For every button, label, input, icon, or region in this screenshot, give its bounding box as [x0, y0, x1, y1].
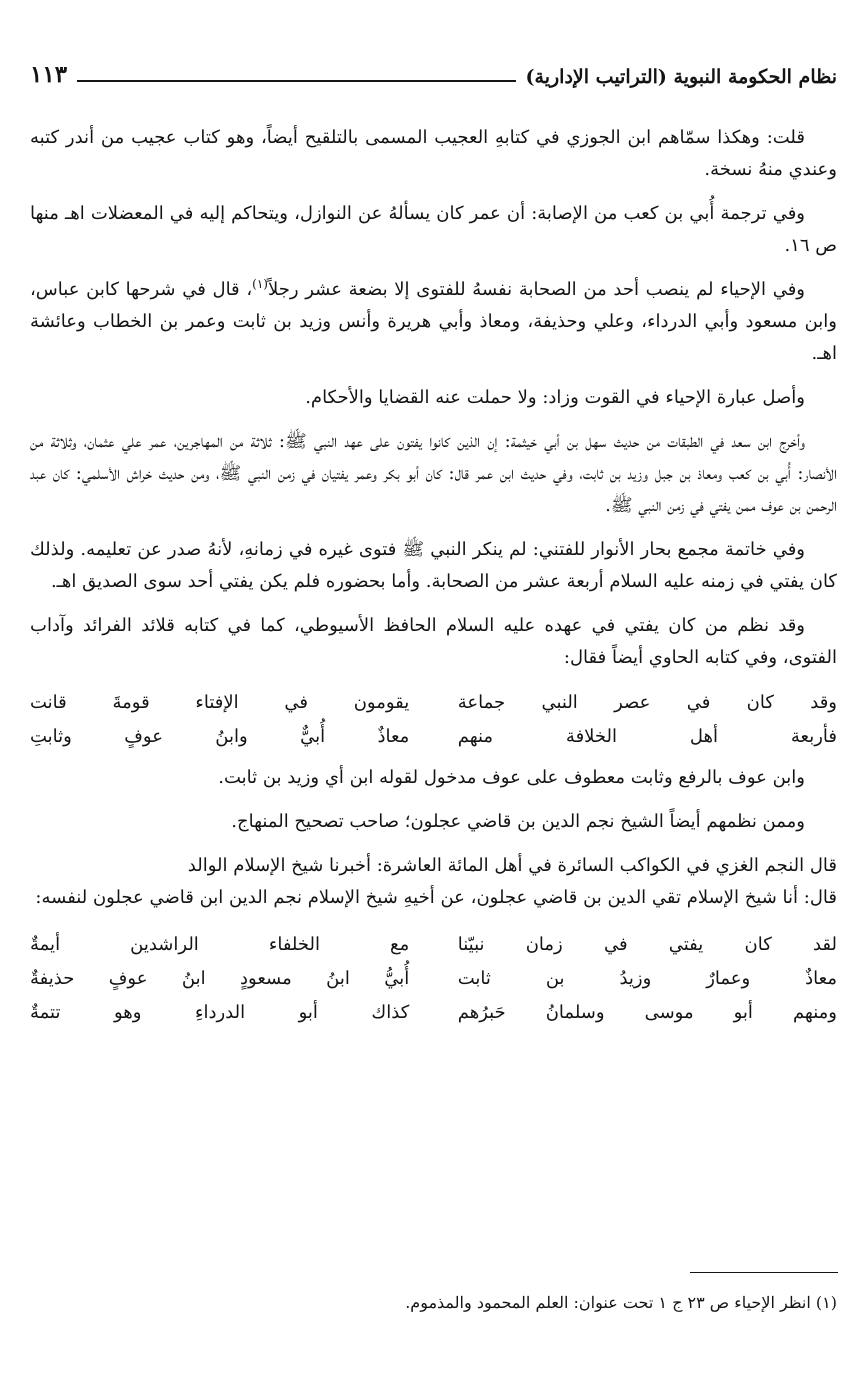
verse-second-hemistich: أُبيُّ ابنُ مسعودٍ ابنُ عوفٍ حذيفةٌ [30, 968, 410, 989]
paragraph-talqih: قلت: وهكذا سمّاهم ابن الجوزي في كتابهِ العجيب المسمى بالتلقيح أيضاً، وهو كتاب عجيب من أندر كتبه وعندي منهُ نسخة. [30, 127, 837, 180]
paragraph-ihya [30, 274, 837, 370]
verse-first-hemistich: لقد كان يفتي في زمان نبيّنا [457, 934, 837, 955]
verse-second-hemistich: كذاك أبو الدرداءِ وهو تتمةٌ [30, 1002, 410, 1023]
verse-second-hemistich: يقومون في الإفتاء قومةَ قانت [30, 692, 410, 713]
verse [30, 962, 837, 996]
verse [30, 686, 837, 720]
paragraph-ghazzi: قال النجم الغزي في الكواكب السائرة في أهل المائة العاشرة: أخبرنا شيخ الإسلام الوالد [187, 855, 837, 876]
footnote-rule [690, 1272, 838, 1273]
verse-first-hemistich: فأربعة أهل الخلافة منهم [457, 726, 837, 747]
running-title: نظام الحكومة النبوية (التراتيب الإدارية) [525, 66, 837, 88]
page-number: ١١٣ [30, 61, 68, 88]
verse [30, 996, 837, 1030]
verse-first-hemistich: معاذٌ وعمارٌ وزيدُ بن ثابت [457, 968, 837, 989]
paragraph-ihya-text-b: ، قال في شرحها كابن عباس، وابن مسعود وأبي الدرداء، وعلي وحذيفة، ومعاذ وأبي هريرة وأنس وزيد بن ثابت وعمر بن الخطاب وعائشة اهـ. [30, 279, 837, 364]
verse-first-hemistich: وقد كان في عصر النبي جماعة [457, 692, 837, 713]
verse [30, 720, 837, 754]
verse-first-hemistich: ومنهم أبو موسى وسلمانُ حَبرُهم [457, 1002, 837, 1023]
header-rule [77, 80, 515, 82]
footnote-reference: (١) [252, 277, 268, 291]
poem-suyuti [30, 686, 837, 754]
verse-second-hemistich: مع الخلفاء الراشدين أيمةٌ [30, 934, 410, 955]
paragraph-najm-al-din: وممن نظمهم أيضاً الشيخ نجم الدين بن قاضي عجلون؛ صاحب تصحيح المنهاج. [231, 811, 805, 832]
poem-ajlun [30, 928, 837, 1030]
paragraph-ihya-text-a: وفي الإحياء لم ينصب أحد من الصحابة نفسهُ للفتوى إلا بضعة عشر رجلاً [267, 279, 805, 300]
paragraph-ajlun-chain: قال: أنا شيخ الإسلام تقي الدين بن قاضي عجلون، عن أخيهِ شيخ الإسلام نجم الدين ابن قاضي عجلون لنفسه: [35, 887, 837, 908]
verse-second-hemistich: معاذٌ أُبيٌّ وابنُ عوفٍ وثابتِ [30, 726, 410, 747]
paragraph-tabaqat: وأخرج ابن سعد في الطبقات من حديث سهل بن أبي خيثمة: إن الذين كانوا يفتون على عهد النبي ﷺ: ثلاثة من المهاجرين، عمر علي عثمان، وثلاثة من الأنصار: أُبي بن كعب ومعاذ بن جبل وزيد بن ثابت، وفي حديث ابن عمر قال: كان أبو بكر وعمر يفتيان في زمن النبي ﷺ، ومن حديث خراش الأسلمي: كان عبد الرحمن بن عوف ممن يفتي في زمن النبي ﷺ. [30, 431, 837, 516]
verse [30, 928, 837, 962]
paragraph-ibn-awf-note: وابن عوف بالرفع وثابت معطوف على عوف مدخول لقوله ابن أي وزيد بن ثابت. [218, 767, 805, 788]
page-body [30, 122, 837, 1038]
footnote: (١) انظر الإحياء ص ٢٣ ج ١ تحت عنوان: العلم المحمود والمذموم. [405, 1293, 837, 1312]
page-header [30, 48, 837, 88]
paragraph-suyuti: وقد نظم من كان يفتي في عهده عليه السلام الحافظ الأسيوطي، كما في كتابه قلائد الفرائد وآداب الفتوى، وفي كتابه الحاوي أيضاً فقال: [30, 615, 837, 668]
paragraph-isaba: وفي ترجمة أُبي بن كعب من الإصابة: أن عمر كان يسألهُ عن النوازل، ويتحاكم إليه في المعضلات اهـ منها ص ١٦. [30, 203, 837, 256]
paragraph-majma: وفي خاتمة مجمع بحار الأنوار للفتني: لم ينكر النبي ﷺ فتوى غيره في زمانهِ، لأنهُ صدر عن تعليمه. ولذلك كان يفتي في زمنه عليه السلام أربعة عشر من الصحابة. وأما بحضوره فلم يكن يفتي أحد سوى الصديق اهـ. [30, 539, 837, 592]
paragraph-qut: وأصل عبارة الإحياء في القوت وزاد: ولا حملت عنه القضايا والأحكام. [305, 387, 805, 408]
